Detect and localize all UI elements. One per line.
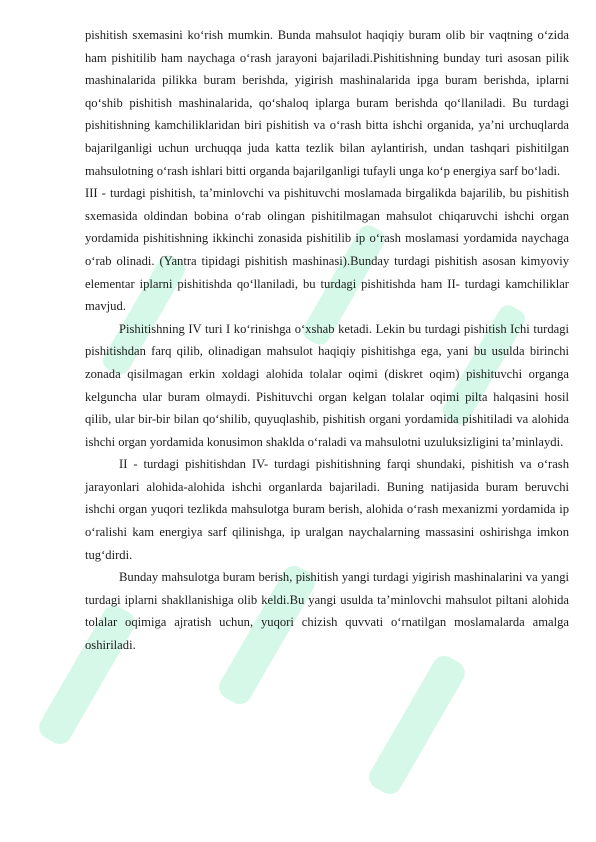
paragraph-2: III - turdagi pishitish, ta’minlovchi va pishituvchi moslamada birgalikda bajarilib, bu pishitish sxemasida oldindan bobina o‘rab olingan pishitilmagan mahsulot chiqaruvchi ishchi organ yordamida pishitishning ikkinchi zonasida pishitilib ip o‘rash moslamasi yordamida naychaga o‘rab olinadi. (Yantra tipidagi pishitish mashinasi).Bunday turdagi pishitish asosan kimyoviy elementar iplarni pishitishda qo‘llaniladi, bu turdagi pishitishda ham II- turdagi kamchiliklar mavjud. (85, 186, 569, 314)
paragraph-5: Bunday mahsulotga buram berish, pishitish yangi turdagi yigirish mashinalarini va yangi turdagi iplarni shakllanishiga olib keldi.Bu yangi usulda ta’minlovchi mahsulot piltani alohida tolalar oqimiga ajratish uchun, yuqori chizish quvvati o‘rnatilgan moslamalarda amalga oshiriladi. (85, 570, 569, 653)
paragraph-1: pishitish sxemasini ko‘rish mumkin. Bunda mahsulot haqiqiy buram olib bir vaqtning o‘zida ham pishitilib ham naychaga o‘rash jarayoni bajariladi.Pishitishning bunday turi asosan pilik mashinalarida pilikka buram berishda, yigirish mashinalarida ipga buram berishda, iplarni qo‘shib pishitish mashinalarida, qo‘shaloq iplarga buram berishda qo‘llaniladi. Bu turdagi pishitishning kamchiliklaridan biri pishitish va o‘rash bitta ishchi organida, ya’ni urchuqlarda bajarilganligi uchun urchuqqa juda katta tezlik bilan aylantirish, undan tashqari pishitilgan mahsulotning o‘rash ishlari bitti organda bajarilganligi tufayli unga ko‘p energiya sarf bo‘ladi. (85, 28, 569, 178)
document-body (85, 24, 569, 657)
paragraph-3: Pishitishning IV turi I ko‘rinishga o‘xshab ketadi. Lekin bu turdagi pishitish Ichi turdagi pishitishdan farq qilib, olinadigan mahsulot haqiqiy pishitishga ega, yani bu usulda birinchi zonada qisilmagan erkin xoldagi alohida tolalar oqimi (diskret oqim) pishituvchi organga kelguncha ular buram olmaydi. Pishituvchi organ kelgan tolalar oqimi pilta halqasini hosil qilib, ular bir-bir bilan qo‘shilib, quyuqlashib, pishitish organi yordamida pishitiladi va alohida ishchi organ yordamida konusimon shaklda o‘raladi va mahsulotni uzuluksizligini ta’minlaydi. (85, 321, 569, 449)
paragraph-4: II - turdagi pishitishdan IV- turdagi pishitishning farqi shundaki, pishitish va o‘rash jarayonlari alohida-alohida ishchi organlarda bajariladi. Buning natijasida buram beruvchi ishchi organ yuqori tezlikda mahsulotga buram berish, alohida o‘rash mexanizmi yordamida ip o‘ralishi kam energiya sarf qilinishga, ip uralgan naychalarning massasini oshirishga imkon tug‘dirdi. (85, 457, 569, 562)
